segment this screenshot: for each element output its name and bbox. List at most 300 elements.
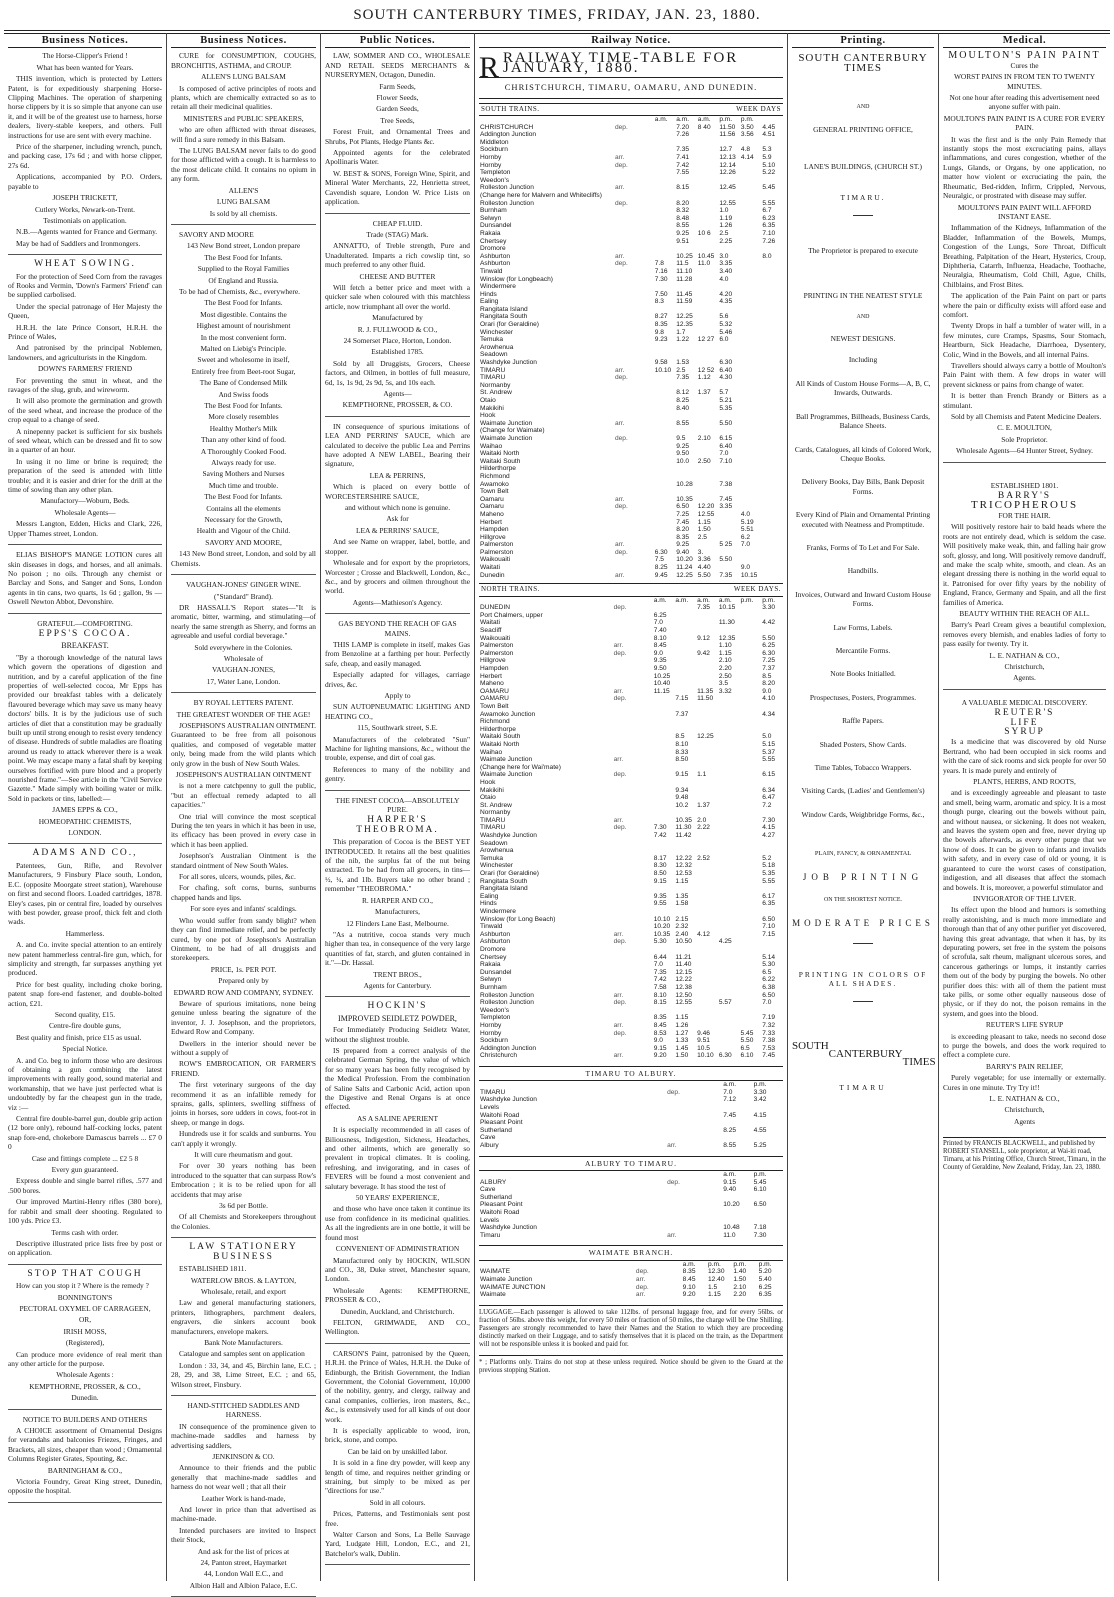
time-cell: 9.51 [697, 1037, 710, 1045]
arr-dep [613, 984, 653, 992]
advert-line: London : 33, 34, and 45, Birchin lane, E.C. ; 28, 29, and 38, Lime Street, E.C. ; and 65, Wilson street, Finsbury. [171, 1360, 316, 1389]
time-cell: 7.30 [653, 824, 667, 832]
time-cell [740, 885, 762, 893]
header-cell [666, 1081, 722, 1089]
advert-line: Contains all the elements [206, 503, 281, 513]
time-cell: 9.5 [676, 434, 686, 442]
advert-line: Dunedin, Auckland, and Christchurch. [340, 1306, 455, 1316]
time-cell: 3.0 [719, 252, 729, 260]
arr-dep: dep. [614, 434, 628, 442]
time-cell [674, 619, 696, 627]
time-cell [696, 787, 718, 795]
masthead: SOUTH CANTERBURY TIMES, FRIDAY, JAN. 23, 1880. [353, 7, 761, 23]
time-cell [761, 627, 783, 635]
advert-line: Hundreds use it for scalds and sunburns. You can't apply it wrongly. [171, 1129, 316, 1148]
table-row [479, 923, 783, 931]
north-trains-header [479, 583, 783, 596]
advert-line: Second quality, £15. [54, 1009, 116, 1019]
arr-dep [614, 321, 654, 329]
time-cell [761, 764, 783, 772]
table-row [479, 1194, 783, 1202]
advert-title: ADAMS AND CO., [32, 848, 138, 859]
advert-line: Cutlery Works, Newark-on-Trent. [35, 204, 135, 214]
station-name: Waihao [480, 442, 503, 450]
reuter-title: REUTER'S [994, 708, 1055, 719]
time-cell: 1.35 [675, 892, 689, 900]
time-cell [718, 885, 740, 893]
printing-item: Delivery Books, Day Bills, Bank Deposit Forms. [801, 477, 925, 496]
advert-body: Barry's Pearl Cream gives a beautiful complexion, removes every blemish, and enables ladies of forty to pass easily for twenty. Try it. [943, 620, 1106, 649]
advert-line: Leather Work is hand-made, [201, 1493, 286, 1503]
time-cell [740, 427, 762, 435]
time-cell [697, 192, 719, 200]
arr-dep [614, 359, 654, 367]
advert-line: Will fetch a better price and meet with a quicker sale when coloured with this matchless article, now triumphant all over the world. [325, 282, 470, 311]
time-cell [653, 908, 675, 916]
arr-dep: dep. [614, 161, 628, 169]
station-name: Otaio [480, 397, 496, 404]
advert-line: For chafing, soft corns, burns, sunburns chapped hands and lips. [171, 883, 316, 902]
table-row [479, 642, 783, 650]
table-row [479, 534, 783, 542]
table-row [479, 465, 783, 473]
advert [171, 51, 316, 225]
time-cell: 5.46 [719, 328, 733, 336]
time-cell: 5.14 [762, 953, 776, 961]
time-cell: 7.42 [653, 976, 667, 984]
time-cell [740, 503, 762, 511]
time-cell: 2.10 [697, 434, 711, 442]
time-cell [696, 992, 718, 1000]
time-cell [697, 215, 719, 223]
table-row [479, 657, 783, 665]
time-cell: 9.42 [697, 649, 710, 657]
table-row [479, 1007, 783, 1015]
time-cell [740, 908, 762, 916]
column-header: p.m. [753, 1171, 767, 1179]
advert-title: EPPS'S COCOA. [38, 628, 132, 639]
time-cell: 8.12 [676, 389, 690, 397]
advert-line: is not a mere catchpenny to gull the public, "but an effectual remedy adapted to all capacities." [171, 781, 316, 810]
time-cell [740, 139, 762, 147]
advert-line: 3s 6d per Bottle. [219, 1201, 268, 1211]
time-cell: 2.32 [675, 923, 689, 931]
time-cell: 2.15 [675, 915, 689, 923]
station-name: St. Andrew [480, 801, 512, 809]
advert-line: A ninepenny packet is sufficient for six bushels of seed wheat, which can be dressed and fit to sow in a quarter of an hour. [8, 426, 162, 455]
advert-subtitle: BARRY'S PAIN RELIEF, [985, 1061, 1064, 1071]
time-cell [740, 999, 762, 1007]
printing-and: AND [856, 104, 870, 111]
printing-office: GENERAL PRINTING OFFICE, [813, 124, 913, 134]
time-cell: 7.37 [762, 665, 776, 672]
time-cell [718, 756, 740, 764]
time-cell [740, 733, 762, 741]
time-cell [697, 207, 719, 215]
advert-line: 143 New Bond street, London prepare [186, 241, 301, 251]
time-cell [718, 817, 740, 825]
time-cell [718, 900, 740, 908]
platform-notice: * ; Platforms only. Trains do not stop at these unless required. Notice should be given to the Guard at the previous stopping Station. [479, 1355, 783, 1375]
time-cell [653, 794, 675, 802]
advert-body: JOSEPHSON'S AUSTRALIAN OINTMENT. Guaranteed to be free from all poisonous qualities, and composed of vegetable matter only, being made from the wild plants which only grow in the bush of New South Wales. [171, 720, 316, 768]
table-row [479, 1134, 783, 1142]
advert-line: Manufacturers of the celebrated "Sun" Machine for lighting mansions, &c., without the trouble, expense, and dirt of coal gas. [325, 734, 470, 763]
advert-heading-line: Trade (STAG) Mark. [366, 229, 429, 239]
printing-prepared: The Proprietor is prepared to execute [808, 245, 918, 255]
advert-line: Beware of spurious imitations, none being genuine unless bearing the signature of the inventor, J. J. Josephson, and the proprietors, Edward Row and Company. [171, 998, 316, 1037]
time-cell [654, 124, 676, 132]
station-name: Cave [480, 1134, 496, 1142]
time-cell [718, 526, 740, 534]
table-row [479, 1014, 783, 1022]
time-cell: 4.0 [719, 275, 729, 283]
time-cell: 2.0 [697, 816, 707, 824]
time-cell [761, 177, 783, 185]
time-cell: 8.20 [762, 680, 776, 688]
time-cell [718, 764, 740, 772]
time-cell [674, 627, 696, 635]
time-cell [740, 215, 762, 223]
time-cell: 5.35 [762, 870, 776, 878]
table-row [479, 306, 783, 314]
time-cell [740, 207, 762, 215]
time-cell [718, 787, 740, 795]
time-cell [675, 139, 697, 147]
column-header: a.m. [682, 1260, 696, 1268]
table-row [479, 1268, 783, 1276]
station-name: Ashburton [480, 260, 511, 268]
north-trains-label: NORTH TRAINS. [481, 585, 540, 594]
divider [853, 1001, 873, 1002]
albury-timaru-title: ALBURY TO TIMARU. [479, 1156, 783, 1171]
time-cell: 7.30 [654, 275, 668, 283]
station-name: Herbert [480, 518, 502, 526]
time-cell [718, 923, 740, 931]
advert-line: (Registered), [65, 1338, 105, 1348]
time-cell: 10.15 [740, 571, 758, 579]
arr-dep [614, 389, 654, 397]
printing-item: Shaded Posters, Show Cards. [819, 739, 907, 749]
time-cell [761, 481, 783, 489]
advert-line: Walter Carson and Sons, La Belle Sauvage Yard, Ludgate Hill, London, E.C., and 21, Batchelor's walk, Dublin. [325, 1530, 470, 1558]
advert-line: MINISTERS and PUBLIC SPEAKERS, [183, 113, 304, 123]
time-cell [740, 794, 762, 802]
time-cell [696, 961, 718, 969]
time-cell: 12.30 [708, 1268, 725, 1276]
advert-body: CURE for CONSUMPTION, COUGHS, BRONCHITIS, ASTHMA, and CROUP. [171, 51, 316, 70]
time-cell: 12.22 [675, 854, 692, 862]
arr-dep: arr. [613, 1021, 624, 1029]
printing-title: SOUTH CANTERBURY TIMES [798, 52, 928, 74]
time-cell: 6.35 [758, 1291, 772, 1299]
time-cell [761, 458, 783, 466]
time-cell [718, 711, 740, 719]
time-cell [718, 564, 740, 572]
time-cell [697, 313, 719, 321]
table-row [479, 1127, 783, 1135]
advert-body: and is exceedingly agreeable and pleasant to taste and smell, being warm, aromatic and spicy. It is a most though purge, clearing out the bowels without pain, and without nausea, or sickening. It does not weaken, and leaves the system open and free, never drying up the bowels afterwards, as every other purge that we know of does. It can be given to infants and invalids with safety, and in every case of old or young, it is guaranteed to cure the worst cases of constipation, indigestion, and all diseases that affect the stomach and bowels. It is, moreover, a powerful stimulator and [943, 788, 1106, 892]
station-name: Burnham [480, 983, 507, 991]
table-row [479, 124, 783, 132]
time-cell: 1.10 [718, 642, 732, 650]
advert-line: ALLEN'S [228, 185, 259, 195]
table-row [479, 619, 783, 627]
station-name: Waitohi Road [480, 1111, 520, 1119]
time-cell [761, 427, 783, 435]
advert-title: WHEAT SOWING. [34, 259, 136, 270]
time-cell [740, 992, 762, 1000]
time-cell [740, 177, 762, 185]
advert-list [8, 51, 162, 1502]
advert-line: In using it no lime or brine is required; the preparation of the seed is attended with little trouble; and it is easier and drier for the drill at the time of sowing than any other plan. [8, 456, 162, 495]
time-cell [696, 749, 718, 757]
time-cell [740, 412, 762, 420]
table-row [479, 1291, 783, 1299]
arr-dep [613, 893, 653, 901]
advert-line: Forest Fruit, and Ornamental Trees and Shrubs, Pot Plants, Hedge Plants &c. [325, 127, 470, 146]
time-cell: 5.19 [740, 518, 754, 526]
table-row [479, 984, 783, 992]
time-cell: 12.14 [719, 161, 736, 169]
advert-heading-line: THE GREATEST WONDER OF THE AGE! [176, 709, 311, 719]
advert-line: Price for best quality, including choke boring, patent snap fore-end fastener, and double-bolted action, £21. [8, 979, 162, 1008]
time-cell [740, 688, 762, 696]
time-cell: 7.38 [719, 480, 733, 488]
time-cell [654, 382, 676, 390]
arr-dep: arr. [614, 184, 625, 192]
station-name: Pleasant Point [480, 1119, 523, 1127]
printing-including: Including [848, 355, 878, 365]
time-cell: 7.53 [762, 1044, 776, 1052]
station-name: Town Belt [480, 702, 509, 710]
table-row [479, 268, 783, 276]
table-row [479, 1217, 783, 1225]
arr-dep [613, 779, 653, 787]
advert-line: Bank Note Manufacturers. [204, 1337, 283, 1347]
time-cell [740, 435, 762, 443]
time-cell: 10.10 [654, 366, 672, 374]
time-cell: 12.20 [697, 503, 715, 511]
advert [325, 422, 470, 614]
advert-line: EDWARD ROW AND COMPANY, SYDNEY. [173, 987, 314, 997]
advert-line: The Bane of Condensed Milk [199, 378, 288, 388]
time-cell: 11.24 [676, 564, 693, 572]
time-cell: 11.50 [697, 695, 714, 703]
advert-line: 44, London Wall E.C., and [204, 1569, 283, 1579]
time-cell: 1.0 [719, 207, 729, 215]
time-cell: 6.5 [762, 968, 772, 976]
time-cell: 7.30 [762, 816, 776, 824]
time-cell: 6.25 [762, 642, 776, 650]
time-cell [740, 253, 762, 261]
time-cell: 6.40 [719, 366, 733, 374]
station-name: Waitaki North [480, 450, 520, 458]
station-name: Selwyn [480, 976, 502, 984]
advert-body: How can you stop it ? Where is the remedy ? [16, 1281, 149, 1291]
time-cell: 6.30 [654, 548, 668, 556]
advert-line: VAUGHAN-JONES, [212, 665, 275, 675]
advert-line: For all sores, ulcers, wounds, piles, &c. [179, 872, 296, 882]
time-cell [696, 938, 718, 946]
station-name: Richmond [480, 472, 510, 480]
arr-dep [613, 764, 653, 772]
station-name: Maheno [480, 680, 504, 688]
time-cell [675, 465, 697, 473]
station-name: Addington Junction [480, 131, 537, 139]
time-cell: 8.27 [654, 313, 668, 321]
printing-item: Mercantile Forms. [835, 645, 891, 655]
time-cell: 6.40 [719, 442, 733, 450]
time-cell [740, 984, 762, 992]
time-cell [740, 802, 762, 810]
arr-dep [614, 473, 654, 481]
time-cell: 1.50 [733, 1275, 747, 1283]
reuter-title-2: LIFE [1010, 717, 1039, 728]
arr-dep [614, 427, 654, 435]
time-cell [718, 1014, 740, 1022]
arr-dep [613, 1045, 653, 1053]
time-cell: 4.55 [753, 1126, 767, 1134]
time-cell [674, 657, 696, 665]
time-cell [696, 916, 718, 924]
advert-line: It will cure rheumatism and gout. [194, 1150, 293, 1160]
table-row [479, 382, 783, 390]
time-cell: 6.50 [753, 1201, 767, 1209]
table-row [479, 519, 783, 527]
time-cell [654, 412, 676, 420]
time-cell [696, 976, 718, 984]
printing-item: Ball Programmes, Billheads, Business Cards, Balance Sheets. [795, 411, 931, 431]
table-row [479, 855, 783, 863]
advert [8, 260, 162, 545]
time-cell: 7.25 [676, 510, 690, 518]
advert-line: Manufactured by [372, 313, 423, 323]
time-cell: 7.35 [719, 571, 733, 579]
advert-line: Wholesale Agents : [56, 1370, 114, 1380]
arr-dep [613, 1037, 653, 1045]
advert-line: LONDON. [68, 828, 102, 838]
time-cell [718, 992, 740, 1000]
time-cell [718, 916, 740, 924]
divider [853, 943, 873, 944]
time-cell [654, 207, 676, 215]
time-cell [740, 832, 762, 840]
time-cell: 5.7 [719, 389, 729, 397]
station-name: Cave [480, 1186, 496, 1194]
week-days-label: WEEK DAYS [736, 104, 781, 113]
time-cell: 12.50 [675, 991, 692, 999]
advert-line: The Best Food for Infants. [204, 252, 283, 262]
time-cell: 1.37 [697, 801, 710, 809]
time-cell [740, 931, 762, 939]
advert-line: A. and Co. beg to inform those who are desirous of obtaining a gun combining the latest improvements with really good, sound material and workmanship, that we have just perfected what is undoubtedly by far the cheapest gun in the trade, viz :— [8, 1055, 162, 1112]
advert-line: OR, [78, 1315, 92, 1325]
table-row [479, 764, 783, 772]
advert-line: Terms cash with order. [51, 1227, 119, 1237]
time-cell: 8.15 [653, 999, 667, 1007]
time-cell: 12 52 [697, 366, 715, 374]
advert-body: "By a thorough knowledge of the natural laws which govern the operations of digestion and nutrition, and by a careful application of the fine properties of well-selected cocoa, Mr Epps has provided our breakfast tables with a delicately flavoured beverage which may save us many heavy doctors' bills. It is by the judicious use of such articles of diet that a constitution may be gradually built up until strong enough to resist every tendency of disease. Hundreds of subtle maladies are floating around us ready to attack wherever there is a weak point. We may escape many a fatal shaft by keeping ourselves fortified with pure blood and a properly nourished frame."—See article in the "Civil Service Gazette." Made simply with boiling water or milk. Sold in packets or tins, labelled:— [8, 652, 162, 803]
time-cell: 8.25 [723, 1126, 737, 1134]
arr-dep: arr. [614, 419, 625, 427]
advert-line: Albion Hall and Albion Palace, E.C. [189, 1580, 298, 1590]
time-cell: 10.35 [675, 816, 692, 824]
table-row [479, 245, 783, 253]
time-cell: 9.23 [654, 336, 668, 344]
time-cell [654, 541, 676, 549]
business-notices-column-1 [4, 36, 166, 1580]
time-cell [761, 465, 783, 473]
time-cell: 7.42 [676, 161, 690, 169]
column-header: a.m. [654, 116, 668, 124]
advert-body: ESTABLISHED 1811. [179, 1264, 247, 1274]
station-name: Chertsey [480, 237, 507, 245]
time-cell: 10.20 [653, 923, 671, 931]
advert-body: This preparation of Cocoa is the BEST YET INTRODUCED. It retains all the best qualities of the nib, the surplus fat of the nut being extracted. To be had from all grocers, in tins—½, ¼, and 1lb. Buyers take no other brand ; remember "THEOBROMA." [325, 837, 470, 894]
station-name: Oamaru [480, 503, 504, 511]
time-cell: 10.0 [676, 457, 690, 465]
station-name: Normanby [480, 381, 511, 389]
table-row [479, 612, 783, 620]
business-notices-column-2 [167, 35, 320, 1590]
header-cell [479, 1261, 635, 1269]
station-name: Makikihi [480, 404, 504, 412]
arr-dep [614, 268, 654, 276]
advert-line: R. J. FULLWOOD & CO., [357, 324, 438, 334]
arr-dep [614, 192, 654, 200]
printing-item: Law Forms, Labels. [833, 622, 893, 632]
advert-line: Is sold by all chemists. [209, 208, 278, 218]
time-cell: 1.7 [676, 328, 686, 336]
time-cell: 3.30 [753, 1088, 767, 1096]
station-name: Makikihi [480, 786, 504, 794]
time-cell [654, 351, 676, 359]
arr-dep [613, 908, 653, 916]
arr-dep [613, 954, 653, 962]
table-row [479, 1209, 783, 1217]
time-cell [654, 519, 676, 527]
table-row [479, 1089, 783, 1097]
station-name: Chertsey [480, 953, 507, 961]
arr-dep [666, 1112, 722, 1120]
masthead-rule [4, 30, 1110, 31]
time-cell [718, 794, 740, 802]
time-cell [696, 1022, 718, 1030]
advert-line: ALLEN'S LUNG BALSAM [201, 72, 286, 82]
arr-dep [613, 711, 653, 719]
footer-title-word: CANTERBURY [828, 1047, 903, 1060]
arr-dep [614, 481, 654, 489]
arr-dep [666, 1104, 722, 1112]
arr-dep [613, 969, 653, 977]
time-cell: 2.50 [697, 457, 711, 465]
table-row [479, 976, 783, 984]
advert-line: Sold by all Druggists, Grocers, Cheese factors, and Oilmen, in bottles of full measure, 6d, 1s, 1s 9d, 2s 9d, 5s, and 10s each. [325, 358, 470, 387]
arr-dep [614, 329, 654, 337]
arr-dep: arr. [613, 991, 624, 999]
time-cell [761, 473, 783, 481]
time-cell [761, 840, 783, 848]
station-name: Hornby [480, 1021, 502, 1029]
table-row [479, 680, 783, 688]
time-cell [718, 427, 740, 435]
time-cell: 11.10 [676, 267, 693, 275]
advert-subtitle: BEAUTY WITHIN THE REACH OF ALL. [959, 608, 1090, 618]
advert-line: It will also promote the germination and growth of the seed wheat, and increase the produce of the crop equal to a change of seed. [8, 396, 162, 425]
station-name: Temuka [480, 336, 504, 344]
time-cell [740, 847, 762, 855]
